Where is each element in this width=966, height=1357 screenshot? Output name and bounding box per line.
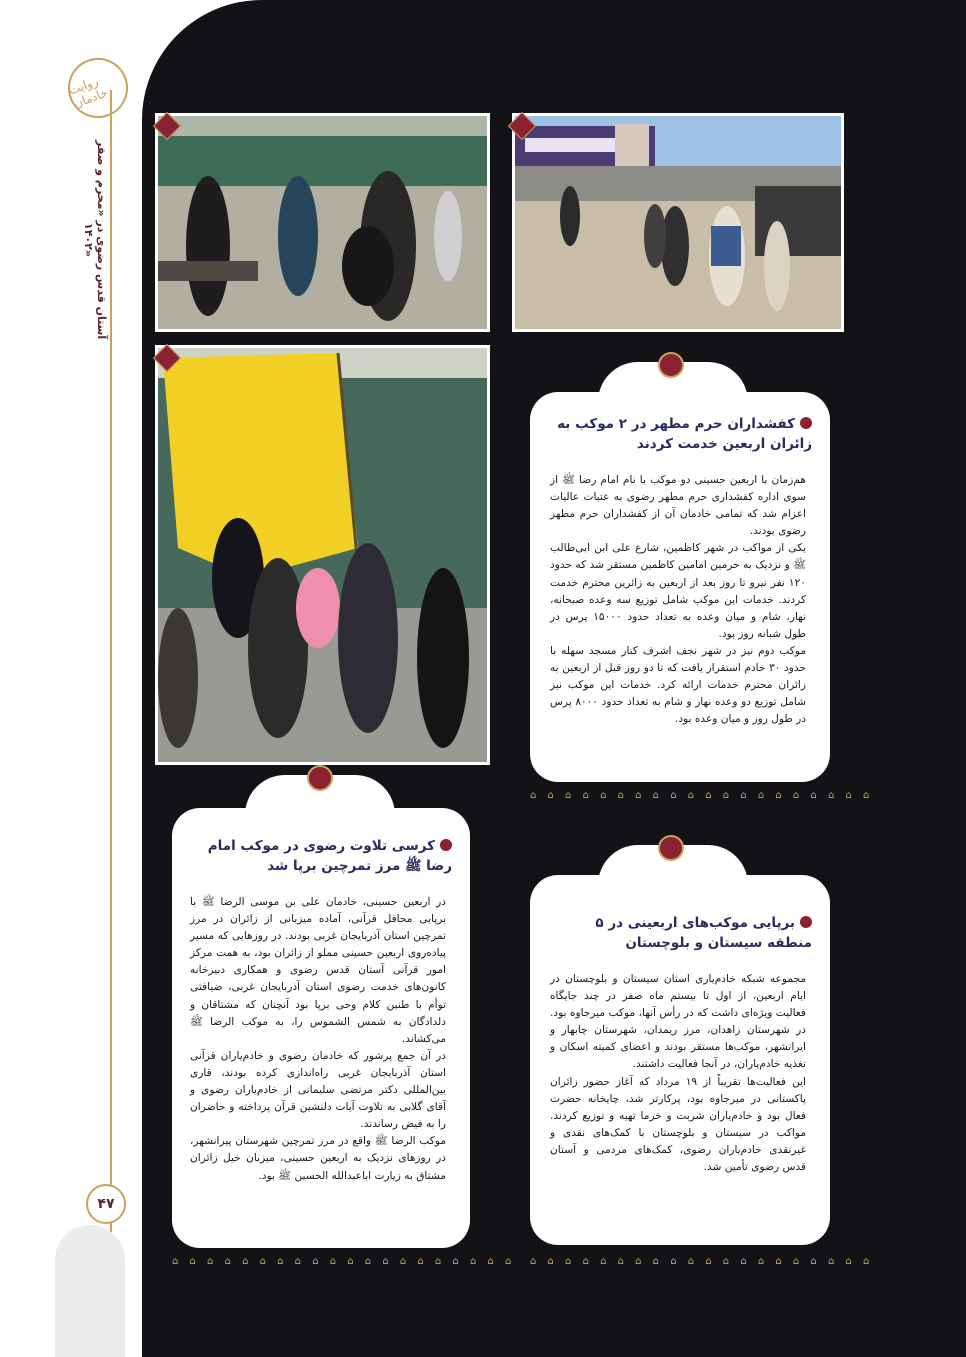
photo-border-crossing (512, 113, 844, 332)
title-bullet-icon (800, 417, 812, 429)
sidebar (0, 0, 142, 1357)
photo-yellow-flag (155, 345, 490, 765)
article-title: کفشداران حرم مطهر در ۲ موکب به زائران اربعین خدمت کردند (557, 416, 812, 452)
card-medallion-icon (658, 835, 684, 861)
article-paragraph: این فعالیت‌ها تقریباً از ۱۹ مرداد که آغاز حضور زائران پاکستانی در میرجاوه بود، پرکارتر شد، چایخانه حضرت فعال بود و خادم‌یاران شربت و خرما تهیه و توزیع کردند. مواکب در سیستان و بلوچستان با کمک‌های نقدی و غیرنقدی خادم‌یاران رضوی، کمک‌های مردمی و آستان قدس رضوی تأمین شد. (550, 1075, 806, 1174)
article-body (550, 971, 806, 1176)
card-medallion-icon (307, 765, 333, 791)
card-medallion-icon (658, 352, 684, 378)
article-body (550, 472, 806, 728)
ornament-border: ⌂ ⌂ ⌂ ⌂ ⌂ ⌂ ⌂ ⌂ ⌂ ⌂ ⌂ ⌂ ⌂ ⌂ ⌂ ⌂ ⌂ ⌂ ⌂ ⌂ (530, 790, 874, 801)
article-paragraph: موکب الرضا ﷺ واقع در مرز تمرچین شهرستان پیرانشهر، در روزهای نزدیک به اربعین حسینی، میزبان خیل زائران مشتاق به زیارت اباعبدالله الحسین ﷺ بود. (190, 1135, 446, 1182)
sidebar-divider (110, 90, 112, 1270)
page-tab (55, 1225, 125, 1357)
article-title: کرسی تلاوت رضوی در موکب امام رضا ﷺ مرز تمرچین برپا شد (207, 838, 452, 874)
ornament-border: ⌂ ⌂ ⌂ ⌂ ⌂ ⌂ ⌂ ⌂ ⌂ ⌂ ⌂ ⌂ ⌂ ⌂ ⌂ ⌂ ⌂ ⌂ ⌂ ⌂ (530, 1256, 874, 1267)
article-card (530, 875, 830, 1245)
magazine-title: آستان قدس رضوی در «محرم و صفر ۱۴۰۲» (82, 140, 108, 340)
ornament-border: ⌂ ⌂ ⌂ ⌂ ⌂ ⌂ ⌂ ⌂ ⌂ ⌂ ⌂ ⌂ ⌂ ⌂ ⌂ ⌂ ⌂ ⌂ ⌂ ⌂ (172, 1256, 516, 1267)
article-paragraph: مجموعه شبکه خادم‌یاری استان سیستان و بلوچستان در ایام اربعین، از اول تا بیستم ماه صفر در چند جایگاه فعالیت ویژه‌ای داشت که در رأس آنها، موکب میرجاوه بود. در شهرستان زاهدان، مرز ریمدان، شهرستان چابهار و ایرانشهر، موکب‌ها مستقر بودند و اعضای کمیته اسکان و تغذیه خادم‌یاران، در آنجا فعالیت داشتند. (550, 973, 806, 1071)
photo-yellow-flag-image (158, 348, 487, 762)
article-paragraph: موکب دوم نیز در شهر نجف اشرف کنار مسجد سهله با حدود ۳۰ خادم استقرار یافت که تا دو روز قبل از اربعین به زائران محترم خدمات ارائه کرد. خدمات این موکب نیز شامل توزیع دو وعده نهار و شام به تعداد حدود ۸۰۰۰ پرس در طول روز و میان وعده بود. (550, 644, 807, 726)
article-paragraph: یکی از مواکب در شهر کاظمین، شارع علی ابن ابی‌طالب ﷺ و نزدیک به حرمین امامین کاظمین مستقر شد که حدود ۱۲۰ نفر نیرو تا روز بعد از اربعین به زائرین محترم خدمت کردند. خدمات این موکب شامل توزیع سه وعده صبحانه، نهار، شام و میان وعده به تعداد حدود ۱۵۰۰۰ پرس در طول شبانه روز بود. (550, 542, 807, 640)
page-number: ۴۷ (86, 1184, 126, 1224)
article-title: برپایی موکب‌های اربعینی در ۵ منطقه سیستان و بلوچستان (595, 915, 812, 951)
photo-pilgrims-walking-image (158, 116, 487, 329)
photo-border-crossing-image (515, 116, 841, 329)
article-body (190, 894, 446, 1185)
article-paragraph: در آن جمع پرشور که خادمان رضوی و خادم‌یاران قرآنی استان آذربایجان غربی راه‌اندازی کرده بودند، قاری بین‌المللی دکتر مرتضی سلیمانی از خادم‌یاران رضوی و آقای گلابی به تلاوت آیات دلنشین قرآن پرداخته و حاضران را به فیض رساندند. (190, 1049, 446, 1131)
article-card (530, 392, 830, 782)
magazine-logo (60, 50, 137, 127)
photo-pilgrims-walking (155, 113, 490, 332)
title-bullet-icon (800, 916, 812, 928)
magazine-logo-text: روایت خادمان (66, 74, 110, 111)
article-paragraph: هم‌زمان با اربعین حسینی دو موکب با نام امام رضا ﷺ از سوی اداره کفشداری حرم مطهر رضوی به عتبات عالیات اعزام شد که تمامی خادمان آن از کفشداران حرم مطهر رضوی بودند. (550, 474, 806, 538)
article-card (172, 808, 470, 1248)
article-paragraph: در اربعین حسینی، خادمان علی بن موسی الرضا ﷺ با برپایی محافل قرآنی، آماده میزبانی از زائران در مرز تمرچین استان آذربایجان غربی بودند. در روزهایی که مسیر پیاده‌روی اربعین حسینی مملو از زائران بود، به همت مرکز امور قرآنی آستان قدس رضوی و همکاری دبیرخانه کانون‌های خدمت رضوی استان آذربایجان غربی، ضیافتی توأم با طنین کلام وحی برپا بود آنچنان که مشتاقان و دلدادگان به شمس الشموس را، به موکب الرضا ﷺ می‌کشاند. (190, 896, 446, 1045)
title-bullet-icon (440, 839, 452, 851)
